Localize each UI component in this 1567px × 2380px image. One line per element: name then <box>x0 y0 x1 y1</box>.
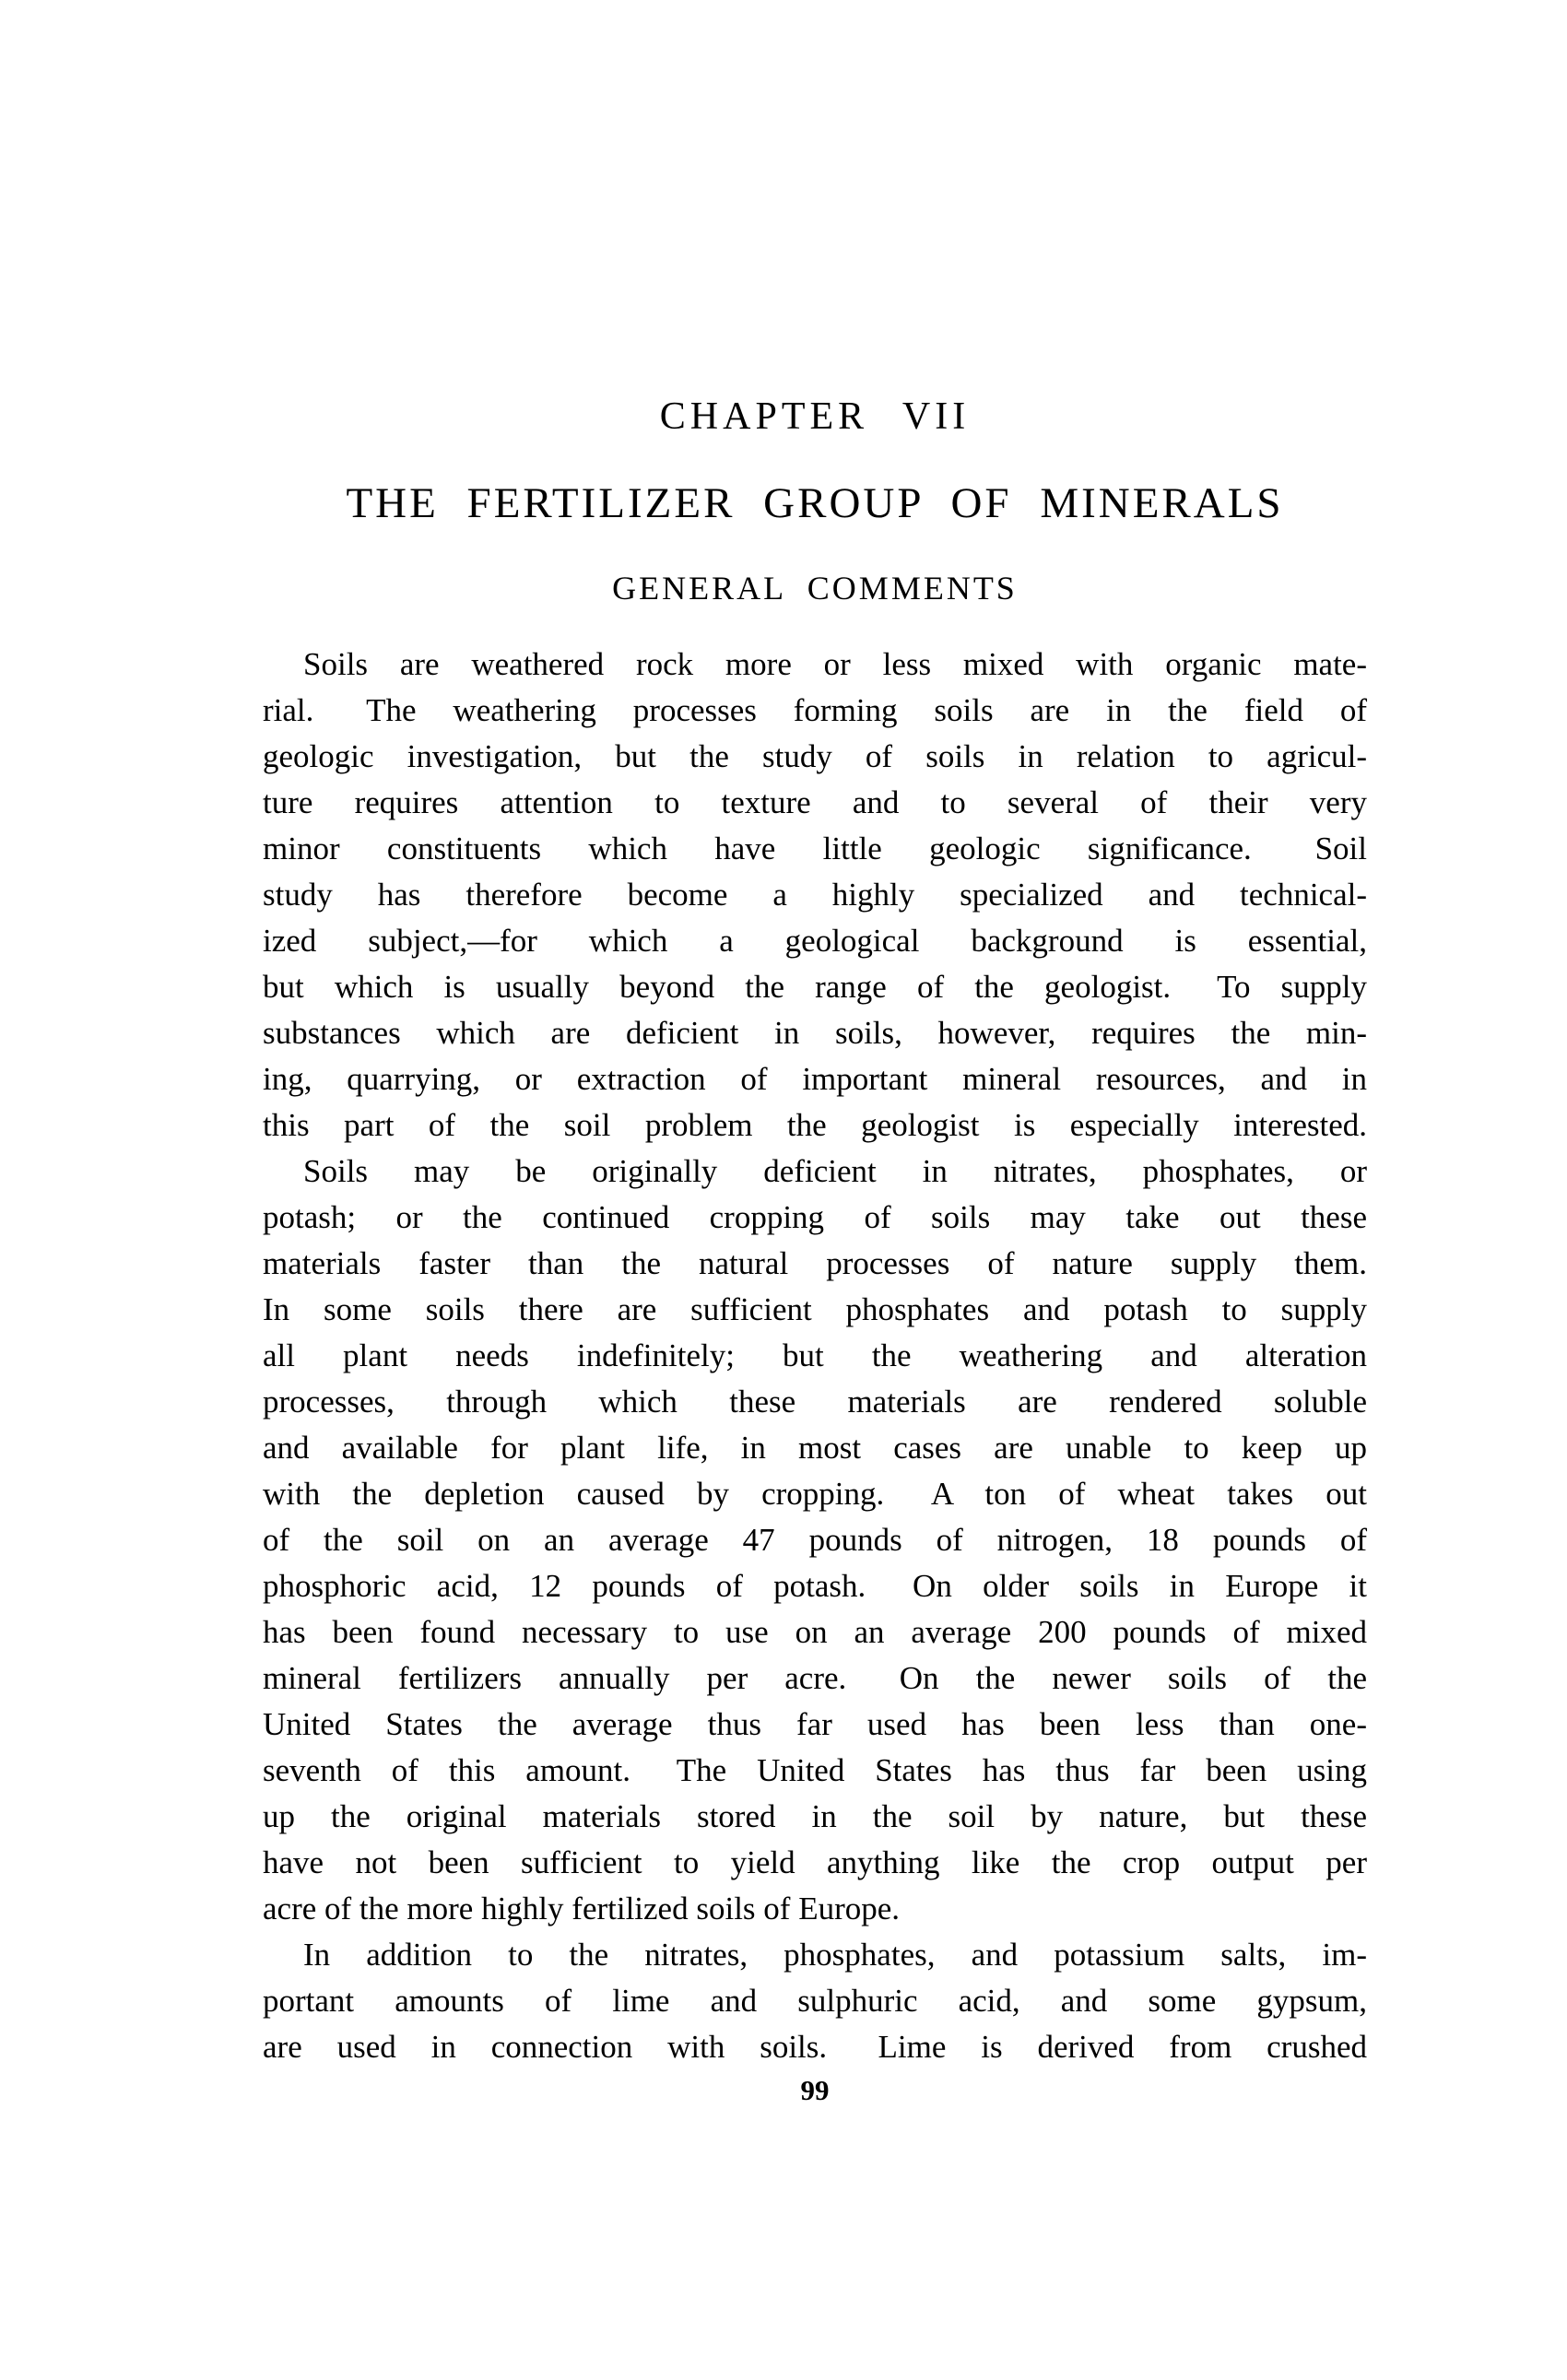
page-title: THE FERTILIZER GROUP OF MINERALS <box>346 479 1284 527</box>
text-block <box>263 0 1367 2380</box>
text-line: portant amounts of lime and sulphuric acid, and some gypsum, <box>263 1983 1367 2019</box>
text-line: rial. The weathering processes forming soils are in the field of <box>263 692 1367 728</box>
body-text <box>263 642 1367 2070</box>
text-line: seventh of this amount. The United States has thus far been using <box>263 1752 1367 1788</box>
paragraph <box>263 1149 1367 1932</box>
text-line: Soils are weathered rock more or less mixed with organic mate- <box>303 646 1367 682</box>
text-line: are used in connection with soils. Lime is derived from crushed <box>263 2029 1367 2065</box>
text-line: In addition to the nitrates, phosphates, and potassium salts, im- <box>303 1937 1367 1973</box>
text-line: mineral fertilizers annually per acre. On the newer soils of the <box>263 1660 1367 1696</box>
text-line: have not been sufficient to yield anything like the crop output per <box>263 1844 1367 1880</box>
text-line: ing, quarrying, or extraction of important mineral resources, and in <box>263 1061 1367 1097</box>
text-line: but which is usually beyond the range of the geologist. To supply <box>263 969 1367 1005</box>
text-line: processes, through which these materials are rendered soluble <box>263 1384 1367 1420</box>
text-line: this part of the soil problem the geologist is especially interested. <box>263 1107 1367 1143</box>
text-line: of the soil on an average 47 pounds of nitrogen, 18 pounds of <box>263 1522 1367 1558</box>
text-line: materials faster than the natural processes of nature supply them. <box>263 1245 1367 1281</box>
text-line: up the original materials stored in the soil by nature, but these <box>263 1798 1367 1834</box>
chapter-heading: CHAPTER VII <box>659 395 971 438</box>
text-line: ture requires attention to texture and to several of their very <box>263 784 1367 820</box>
text-line: phosphoric acid, 12 pounds of potash. On older soils in Europe it <box>263 1568 1367 1604</box>
text-line: minor constituents which have little geologic significance. Soil <box>263 831 1367 866</box>
text-line: all plant needs indefinitely; but the weathering and alteration <box>263 1337 1367 1373</box>
paragraph <box>263 642 1367 1149</box>
text-line: with the depletion caused by cropping. A ton of wheat takes out <box>263 1476 1367 1512</box>
section-heading: GENERAL COMMENTS <box>612 570 1018 607</box>
text-line: potash; or the continued cropping of soils may take out these <box>263 1199 1367 1235</box>
text-line: study has therefore become a highly specialized and technical- <box>263 877 1367 913</box>
text-line: substances which are deficient in soils, however, requires the min- <box>263 1015 1367 1051</box>
text-line: ized subject,—for which a geological background is essential, <box>263 923 1367 959</box>
text-line: acre of the more highly fertilized soils of Europe. <box>263 1891 901 1926</box>
text-line: In some soils there are sufficient phosphates and potash to supply <box>263 1291 1367 1327</box>
paragraph <box>263 1932 1367 2070</box>
text-line: and available for plant life, in most cases are unable to keep up <box>263 1430 1367 1466</box>
text-line: Soils may be originally deficient in nitrates, phosphates, or <box>303 1153 1367 1189</box>
text-line: has been found necessary to use on an average 200 pounds of mixed <box>263 1614 1367 1650</box>
text-line: United States the average thus far used has been less than one- <box>263 1706 1367 1742</box>
page-number: 99 <box>800 2074 830 2106</box>
text-line: geologic investigation, but the study of soils in relation to agricul- <box>263 738 1367 774</box>
